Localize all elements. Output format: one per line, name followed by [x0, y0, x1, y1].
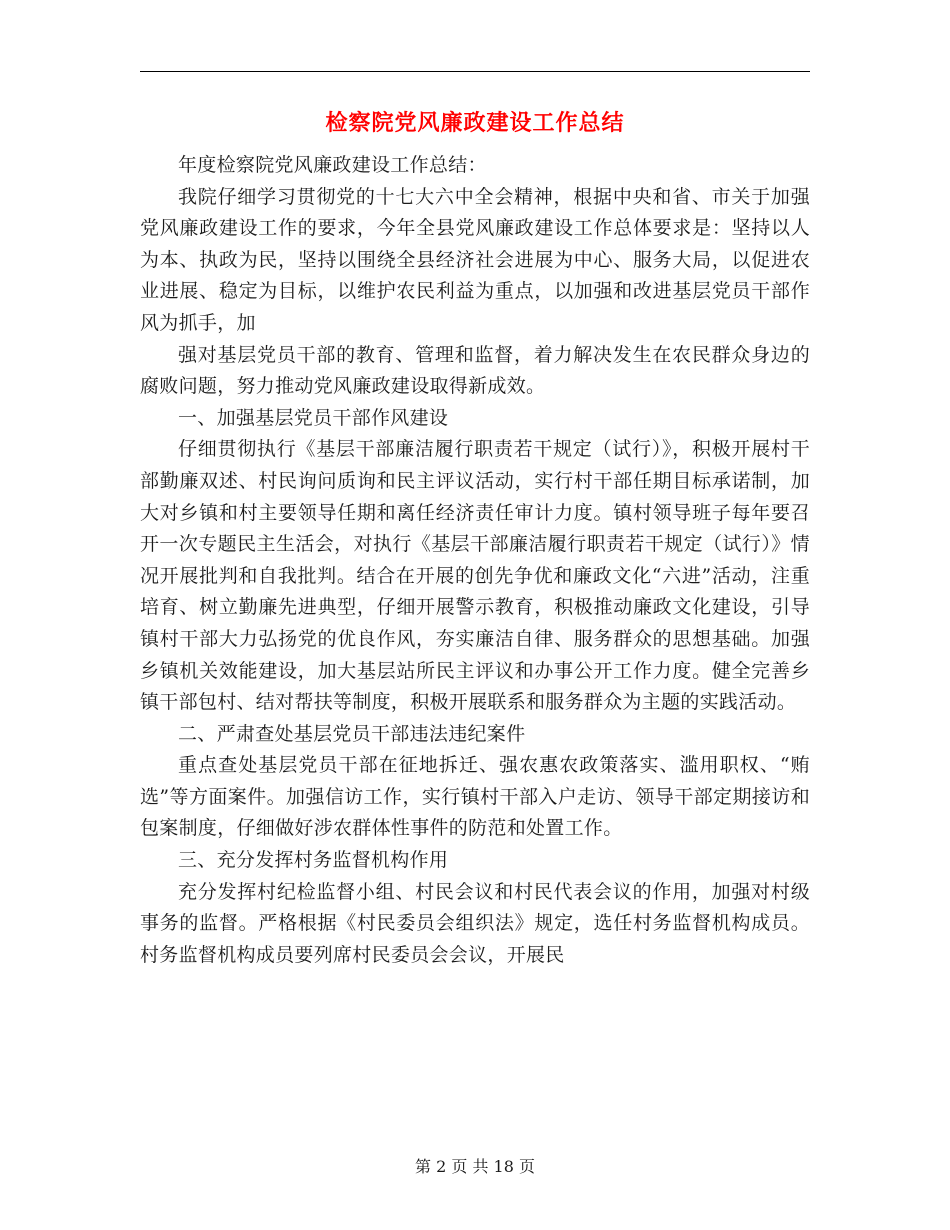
page-number: 第 2 页 共 18 页	[415, 1157, 535, 1176]
paragraph-section-2: 重点查处基层党员干部在征地拆迁、强农惠农政策落实、滥用职权、“贿选”等方面案件。加强信访工作，实行镇村干部入户走访、领导干部定期接访和包案制度，仔细做好涉农群体性事件的防范和处置工作。	[140, 754, 810, 840]
document-body	[140, 150, 810, 971]
paragraph-section-1: 仔细贯彻执行《基层干部廉洁履行职责若干规定（试行）》，积极开展村干部勤廉双述、村民询问质询和民主评议活动，实行村干部任期目标承诺制，加大对乡镇和村主要领导任期和离任经济责任审计力度。镇村领导班子每年要召开一次专题民主生活会，对执行《基层干部廉洁履行职责若干规定（试行）》情况开展批判和自我批判。结合在开展的创先争优和廉政文化“六进”活动，注重培育、树立勤廉先进典型，仔细开展警示教育，积极推动廉政文化建设，引导镇村干部大力弘扬党的优良作风，夯实廉洁自律、服务群众的思想基础。加强乡镇机关效能建设，加大基层站所民主评议和办事公开工作力度。健全完善乡镇干部包村、结对帮扶等制度，积极开展联系和服务群众为主题的实践活动。	[140, 438, 810, 714]
paragraph-overview: 我院仔细学习贯彻党的十七大六中全会精神，根据中央和省、市关于加强党风廉政建设工作的要求，今年全县党风廉政建设工作总体要求是：坚持以人为本、执政为民，坚持以围绕全县经济社会进展为中心、服务大局，以促进农业进展、稳定为目标，以维护农民利益为重点，以加强和改进基层党员干部作风为抓手，加	[140, 185, 810, 334]
section-heading-3: 三、充分发挥村务监督机构作用	[178, 849, 449, 872]
paragraph-intro: 年度检察院党风廉政建设工作总结：	[178, 154, 487, 176]
header-rule	[140, 71, 810, 72]
section-heading-2: 二、严肃查处基层党员干部违法违纪案件	[178, 722, 526, 745]
document-title: 检察院党风廉政建设工作总结	[325, 110, 625, 136]
section-heading-1: 一、加强基层党员干部作风建设	[178, 406, 449, 429]
paragraph-overview-cont: 强对基层党员干部的教育、管理和监督，着力解决发生在农民群众身边的腐败问题，努力推动党风廉政建设取得新成效。	[140, 343, 810, 398]
paragraph-section-3: 充分发挥村纪检监督小组、村民会议和村民代表会议的作用，加强对村级事务的监督。严格根据《村民委员会组织法》规定，选任村务监督机构成员。村务监督机构成员要列席村民委员会会议，开展民	[140, 880, 810, 966]
